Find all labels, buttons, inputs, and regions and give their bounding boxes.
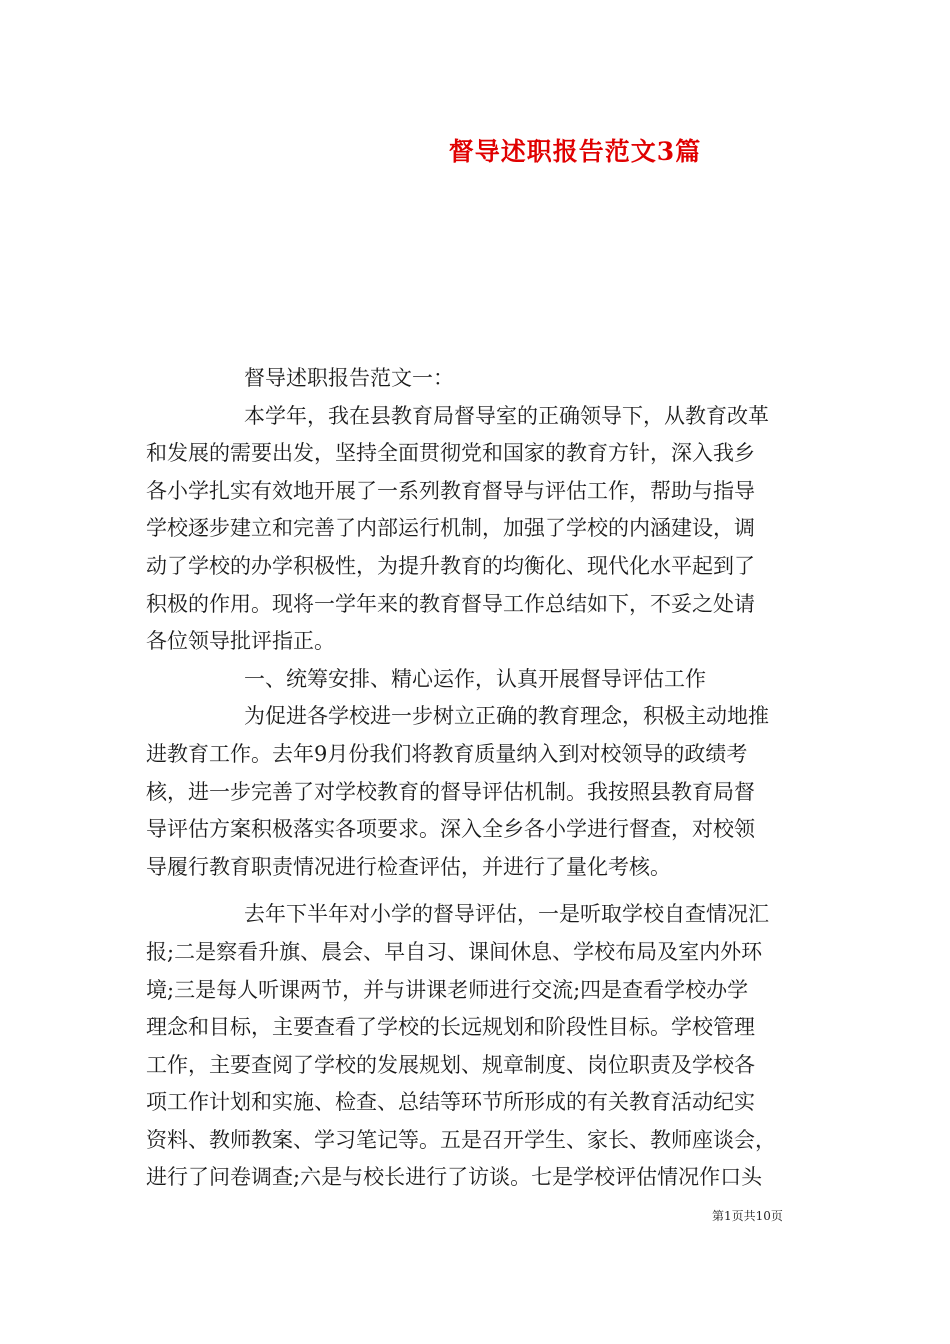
text-line: 导评估方案积极落实各项要求。深入全乡各小学进行督查，对校领 bbox=[146, 817, 755, 842]
text-line: 报;二是察看升旗、晨会、早自习、课间休息、学校布局及室内外环 bbox=[146, 939, 763, 964]
text-line: 各位领导批评指正。 bbox=[146, 629, 335, 654]
text-line: 导履行教育职责情况进行检查评估，并进行了量化考核。 bbox=[146, 854, 671, 879]
page-footer: 第1页共10页 bbox=[712, 1209, 783, 1223]
document-body bbox=[146, 360, 810, 1197]
text-line: 学校逐步建立和完善了内部运行机制，加强了学校的内涵建设，调 bbox=[146, 516, 755, 541]
text-line: 为促进各学校进一步树立正确的教育理念，积极主动地推 bbox=[244, 704, 769, 729]
text-line: 督导述职报告范文一： bbox=[244, 366, 454, 390]
text-line: 项工作计划和实施、检查、总结等环节所形成的有关教育活动纪实 bbox=[146, 1090, 755, 1115]
text-line: 和发展的需要出发，坚持全面贯彻党和国家的教育方针，深入我乡 bbox=[146, 441, 755, 466]
text-line: 一、统筹安排、精心运作，认真开展督导评估工作 bbox=[244, 666, 706, 691]
text-line: 理念和目标，主要查看了学校的长远规划和阶段性目标。学校管理 bbox=[146, 1015, 755, 1040]
text-line: 本学年，我在县教育局督导室的正确领导下，从教育改革 bbox=[244, 403, 769, 428]
text-line: 积极的作用。现将一学年来的教育督导工作总结如下，不妥之处请 bbox=[146, 591, 755, 616]
paragraph-gap bbox=[146, 886, 810, 896]
text-line: 工作，主要查阅了学校的发展规划、规章制度、岗位职责及学校各 bbox=[146, 1052, 755, 1077]
text-line: 去年下半年对小学的督导评估，一是听取学校自查情况汇 bbox=[244, 902, 769, 927]
text-line: 进行了问卷调查;六是与校长进行了访谈。七是学校评估情况作口头 bbox=[146, 1165, 763, 1190]
text-line: 境;三是每人听课两节，并与讲课老师进行交流;四是查看学校办学 bbox=[146, 977, 749, 1002]
text-line: 各小学扎实有效地开展了一系列教育督导与评估工作，帮助与指导 bbox=[146, 478, 755, 503]
text-line: 资料、教师教案、学习笔记等。五是召开学生、家长、教师座谈会， bbox=[146, 1127, 776, 1152]
text-line: 核，进一步完善了对学校教育的督导评估机制。我按照县教育局督 bbox=[146, 779, 755, 804]
document-title: 督导述职报告范文3篇 bbox=[448, 137, 702, 166]
text-line: 动了学校的办学积极性，为提升教育的均衡化、现代化水平起到了 bbox=[146, 553, 755, 578]
text-line: 进教育工作。去年9月份我们将教育质量纳入到对校领导的政绩考 bbox=[146, 741, 748, 766]
